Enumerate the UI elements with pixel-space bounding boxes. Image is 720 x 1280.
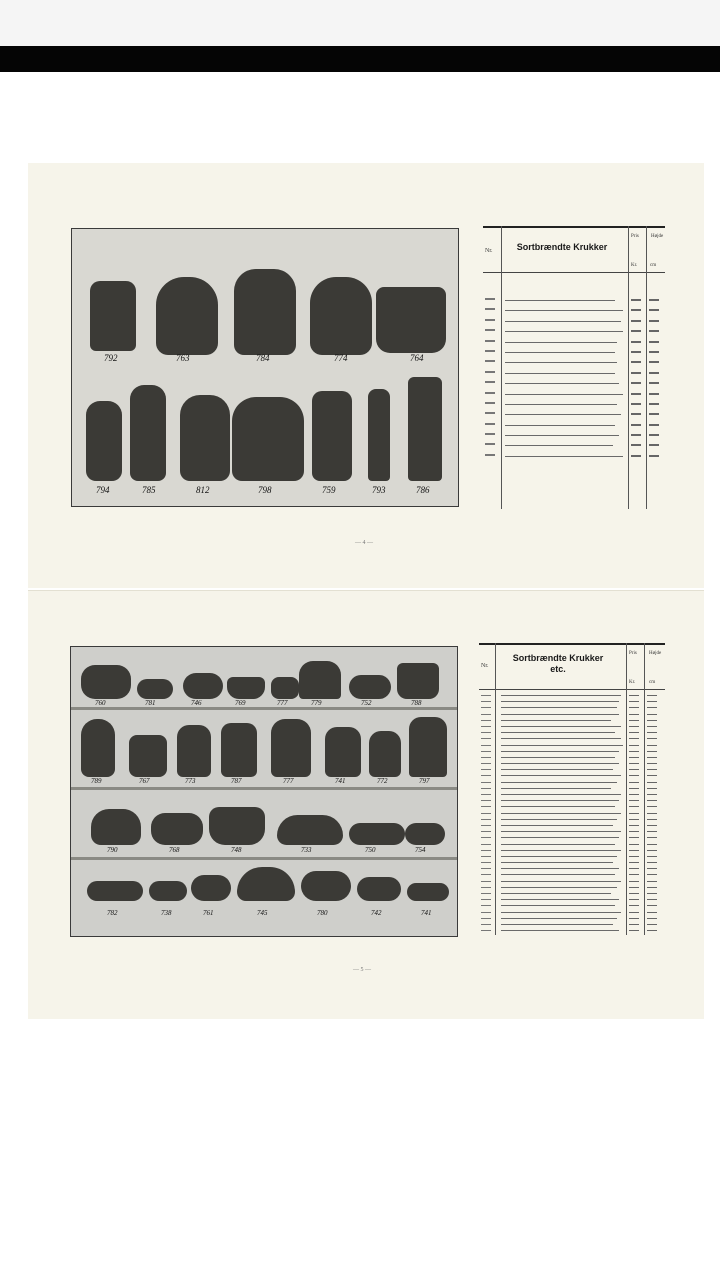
vase-785	[130, 385, 166, 481]
dish-754	[405, 823, 445, 845]
vase-767	[129, 735, 167, 777]
pot-788	[397, 663, 439, 699]
vase-787	[221, 723, 257, 777]
caption: 752	[361, 699, 372, 707]
vase-792	[90, 281, 136, 351]
price-column-label: Pris	[629, 651, 637, 656]
jar-774	[310, 277, 372, 355]
table-title-line2: etc.	[550, 664, 566, 674]
caption: 781	[145, 699, 156, 707]
caption: 786	[416, 485, 430, 495]
tray-745	[237, 867, 295, 901]
caption: 763	[176, 353, 190, 363]
caption: 792	[104, 353, 118, 363]
table-header	[479, 643, 665, 690]
vase-798	[232, 397, 304, 481]
caption: 769	[235, 699, 246, 707]
caption: 788	[411, 699, 422, 707]
caption: 780	[317, 909, 328, 917]
dish-782	[87, 881, 143, 901]
vase-741	[325, 727, 361, 777]
vase-764	[376, 287, 446, 353]
bowl-746	[183, 673, 223, 699]
vase-773	[177, 725, 211, 777]
caption: 777	[283, 777, 294, 785]
caption: 787	[231, 777, 242, 785]
caption: 733	[301, 846, 312, 854]
catalog-page-4	[28, 163, 704, 588]
height-column-label: Højde	[651, 234, 664, 239]
caption: 742	[371, 909, 382, 917]
caption: 790	[107, 846, 118, 854]
caption: 750	[365, 846, 376, 854]
caption: 761	[203, 909, 214, 917]
table-title-line1: Sortbrændte Krukker	[512, 653, 604, 663]
bowl-752	[349, 675, 391, 699]
dish-750	[349, 823, 405, 845]
caption: 746	[191, 699, 202, 707]
price-unit: Kr.	[631, 263, 638, 268]
caption: 768	[169, 846, 180, 854]
bowl-760	[81, 665, 131, 699]
caption: 741	[335, 777, 346, 785]
vase-759	[312, 391, 352, 481]
owl-789	[81, 719, 115, 777]
height-unit: cm	[650, 263, 657, 268]
caption: 794	[96, 485, 110, 495]
pot-763	[156, 277, 218, 355]
caption: 767	[139, 777, 150, 785]
status-bar	[0, 0, 720, 46]
vase-772	[369, 731, 401, 777]
caption: 784	[256, 353, 270, 363]
catalog-page-5	[28, 590, 704, 1019]
table-header	[483, 226, 665, 273]
reader-toolbar	[0, 46, 720, 72]
caption: 785	[142, 485, 156, 495]
caption: 789	[91, 777, 102, 785]
caption: 797	[419, 777, 430, 785]
table-rows	[483, 296, 665, 462]
caption: 782	[107, 909, 118, 917]
table-rows	[479, 693, 665, 934]
caption: 764	[410, 353, 424, 363]
vase-777	[271, 719, 311, 777]
dish-741	[407, 883, 449, 901]
caption: 773	[185, 777, 196, 785]
pottery-photo-shelves	[70, 646, 458, 937]
jar-790	[91, 809, 141, 845]
vase-786	[408, 377, 442, 481]
nr-column-label: Nr.	[485, 248, 493, 254]
dish-780	[301, 871, 351, 901]
caption: 741	[421, 909, 432, 917]
caption: 745	[257, 909, 268, 917]
caption: 759	[322, 485, 336, 495]
bowl-768	[151, 813, 203, 845]
bowl-748	[209, 807, 265, 845]
height-unit: cm	[649, 680, 656, 685]
elephant-779	[299, 661, 341, 699]
vase-797	[409, 717, 447, 777]
price-column-label: Pris	[631, 234, 639, 239]
pitcher-794	[86, 401, 122, 481]
price-table	[479, 643, 665, 935]
table-title: Sortbrændte Krukker	[516, 242, 608, 252]
caption: 738	[161, 909, 172, 917]
figure-793	[368, 389, 390, 481]
dish-738	[149, 881, 187, 901]
price-table	[483, 226, 665, 509]
caption: 754	[415, 846, 426, 854]
bowl-769	[227, 677, 265, 699]
nr-column-label: Nr.	[481, 663, 489, 669]
caption: 774	[334, 353, 348, 363]
vase-784	[234, 269, 296, 355]
page-number: — 4 —	[355, 540, 373, 546]
caption: 798	[258, 485, 272, 495]
caption: 779	[311, 699, 322, 707]
caption: 748	[231, 846, 242, 854]
caption: 772	[377, 777, 388, 785]
figure-777	[271, 677, 299, 699]
dish-742	[357, 877, 401, 901]
figure-781	[137, 679, 173, 699]
pottery-photo-top	[71, 228, 459, 507]
page-number: — 5 —	[353, 967, 371, 973]
bowl-733	[277, 815, 343, 845]
caption: 777	[277, 699, 288, 707]
caption: 812	[196, 485, 210, 495]
bowl-761	[191, 875, 231, 901]
price-unit: Kr.	[629, 680, 636, 685]
jar-812	[180, 395, 230, 481]
caption: 793	[372, 485, 386, 495]
caption: 760	[95, 699, 106, 707]
height-column-label: Højde	[649, 651, 662, 656]
